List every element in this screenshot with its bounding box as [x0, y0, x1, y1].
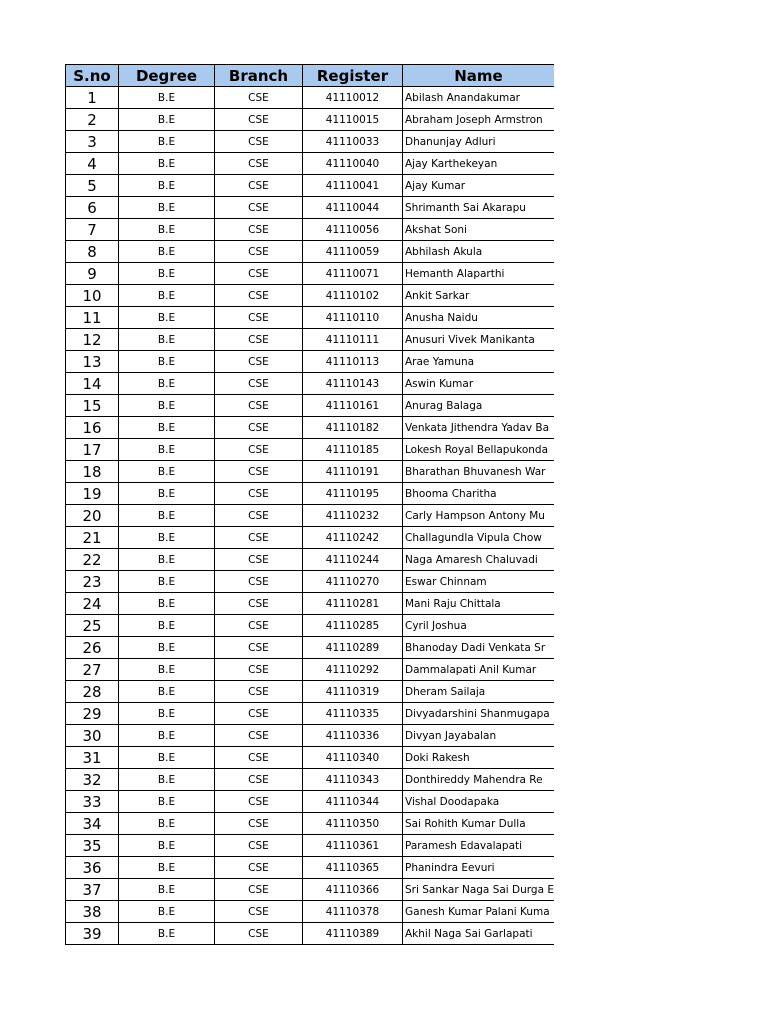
cell-sno[interactable]: 14	[66, 373, 119, 395]
cell-register[interactable]: 41110041	[303, 175, 403, 197]
cell-register[interactable]: 41110343	[303, 769, 403, 791]
cell-branch[interactable]: CSE	[215, 241, 303, 263]
cell-register[interactable]: 41110292	[303, 659, 403, 681]
column-header-degree[interactable]: Degree	[119, 65, 215, 87]
table-row	[66, 769, 555, 791]
cell-register[interactable]: 41110182	[303, 417, 403, 439]
cell-name-text: Akshat Soni	[405, 223, 467, 236]
cell-branch[interactable]: CSE	[215, 549, 303, 571]
cell-sno[interactable]: 21	[66, 527, 119, 549]
table-row	[66, 835, 555, 857]
table-row	[66, 747, 555, 769]
cell-branch[interactable]: CSE	[215, 439, 303, 461]
cell-degree[interactable]: B.E	[119, 791, 215, 813]
cell-name[interactable]	[403, 571, 555, 593]
cell-register[interactable]: 41110336	[303, 725, 403, 747]
cell-degree[interactable]: B.E	[119, 241, 215, 263]
cell-name-text: Paramesh Edavalapati	[405, 839, 523, 852]
cell-degree[interactable]: B.E	[119, 813, 215, 835]
table-row	[66, 681, 555, 703]
table-header	[66, 65, 555, 87]
cell-register[interactable]: 41110110	[303, 307, 403, 329]
cell-sno[interactable]: 8	[66, 241, 119, 263]
table-row	[66, 857, 555, 879]
cell-sno[interactable]: 4	[66, 153, 119, 175]
table-row	[66, 571, 555, 593]
cell-register[interactable]: 41110033	[303, 131, 403, 153]
cell-register[interactable]: 41110012	[303, 87, 403, 109]
cell-name[interactable]	[403, 505, 555, 527]
cell-name-text: Anusha Naidu	[405, 311, 478, 324]
cell-degree[interactable]: B.E	[119, 571, 215, 593]
cell-degree[interactable]: B.E	[119, 835, 215, 857]
table-row	[66, 87, 555, 109]
cell-name[interactable]	[403, 483, 555, 505]
table-row	[66, 549, 555, 571]
cell-degree[interactable]: B.E	[119, 659, 215, 681]
table-row	[66, 175, 555, 197]
cell-branch[interactable]: CSE	[215, 175, 303, 197]
table-row	[66, 373, 555, 395]
cell-degree[interactable]: B.E	[119, 175, 215, 197]
cell-branch[interactable]: CSE	[215, 769, 303, 791]
cell-name-text: Bhanoday Dadi Venkata Sr	[405, 641, 546, 654]
cell-sno[interactable]: 28	[66, 681, 119, 703]
cell-sno[interactable]: 11	[66, 307, 119, 329]
table-row	[66, 637, 555, 659]
table-row	[66, 351, 555, 373]
table-row	[66, 483, 555, 505]
cell-sno[interactable]: 5	[66, 175, 119, 197]
cell-sno[interactable]: 34	[66, 813, 119, 835]
cell-sno[interactable]: 39	[66, 923, 119, 945]
cell-name-text: Ajay Karthekeyan	[405, 157, 498, 170]
column-header-branch[interactable]: Branch	[215, 65, 303, 87]
cell-degree[interactable]: B.E	[119, 351, 215, 373]
cell-name[interactable]	[403, 307, 555, 329]
cell-sno[interactable]: 30	[66, 725, 119, 747]
cell-degree[interactable]: B.E	[119, 725, 215, 747]
cell-branch[interactable]: CSE	[215, 461, 303, 483]
cell-name[interactable]	[403, 351, 555, 373]
cell-name[interactable]	[403, 791, 555, 813]
cell-sno[interactable]: 1	[66, 87, 119, 109]
cell-name-text: Ankit Sarkar	[405, 289, 470, 302]
table-row	[66, 879, 555, 901]
cell-name[interactable]	[403, 241, 555, 263]
cell-name[interactable]	[403, 857, 555, 879]
cell-sno[interactable]: 27	[66, 659, 119, 681]
cell-name-text: Akhil Naga Sai Garlapati	[405, 927, 533, 940]
cell-branch[interactable]: CSE	[215, 109, 303, 131]
cell-name-text: Anurag Balaga	[405, 399, 483, 412]
cell-sno[interactable]: 15	[66, 395, 119, 417]
cell-sno[interactable]: 32	[66, 769, 119, 791]
cell-degree[interactable]: B.E	[119, 197, 215, 219]
cell-branch[interactable]: CSE	[215, 87, 303, 109]
cell-sno[interactable]: 6	[66, 197, 119, 219]
cell-name-text: Mani Raju Chittala	[405, 597, 501, 610]
cell-branch[interactable]: CSE	[215, 219, 303, 241]
cell-name[interactable]	[403, 747, 555, 769]
cell-register[interactable]: 41110319	[303, 681, 403, 703]
cell-name-text: Shrimanth Sai Akarapu	[405, 201, 526, 214]
cell-branch[interactable]: CSE	[215, 593, 303, 615]
cell-degree[interactable]: B.E	[119, 747, 215, 769]
cell-name[interactable]	[403, 197, 555, 219]
cell-register[interactable]: 41110378	[303, 901, 403, 923]
cell-name[interactable]	[403, 813, 555, 835]
cell-branch[interactable]: CSE	[215, 791, 303, 813]
column-header-register[interactable]: Register	[303, 65, 403, 87]
cell-branch[interactable]: CSE	[215, 703, 303, 725]
cell-register[interactable]: 41110335	[303, 703, 403, 725]
cell-name[interactable]	[403, 593, 555, 615]
cell-name[interactable]	[403, 901, 555, 923]
cell-register[interactable]: 41110389	[303, 923, 403, 945]
cell-name-text: Ganesh Kumar Palani Kuma	[405, 905, 550, 918]
table-row	[66, 109, 555, 131]
cell-name-text: Dhanunjay Adluri	[405, 135, 496, 148]
cell-degree[interactable]: B.E	[119, 153, 215, 175]
cell-branch[interactable]: CSE	[215, 505, 303, 527]
cell-branch[interactable]: CSE	[215, 131, 303, 153]
table-row	[66, 329, 555, 351]
cell-name[interactable]	[403, 615, 555, 637]
cell-branch[interactable]: CSE	[215, 901, 303, 923]
cell-degree[interactable]: B.E	[119, 483, 215, 505]
table-row	[66, 439, 555, 461]
table-row	[66, 901, 555, 923]
table-row	[66, 395, 555, 417]
cell-degree[interactable]: B.E	[119, 527, 215, 549]
cell-degree[interactable]: B.E	[119, 857, 215, 879]
header-row	[66, 65, 555, 87]
cell-sno[interactable]: 17	[66, 439, 119, 461]
cell-sno[interactable]: 23	[66, 571, 119, 593]
cell-degree[interactable]: B.E	[119, 615, 215, 637]
cell-degree[interactable]: B.E	[119, 901, 215, 923]
cell-name[interactable]	[403, 879, 555, 901]
cell-degree[interactable]: B.E	[119, 439, 215, 461]
cell-name-text: Sri Sankar Naga Sai Durga E	[405, 883, 554, 896]
cell-sno[interactable]: 13	[66, 351, 119, 373]
table-row	[66, 615, 555, 637]
table-row	[66, 153, 555, 175]
cell-name-text: Phanindra Eevuri	[405, 861, 495, 874]
cell-name[interactable]	[403, 329, 555, 351]
cell-register[interactable]: 41110365	[303, 857, 403, 879]
cell-branch[interactable]: CSE	[215, 197, 303, 219]
cell-register[interactable]: 41110232	[303, 505, 403, 527]
cell-register[interactable]: 41110340	[303, 747, 403, 769]
cell-name-text: Sai Rohith Kumar Dulla	[405, 817, 526, 830]
cell-name[interactable]	[403, 417, 555, 439]
cell-sno[interactable]: 18	[66, 461, 119, 483]
table-row	[66, 307, 555, 329]
cell-degree[interactable]: B.E	[119, 637, 215, 659]
table-row	[66, 725, 555, 747]
cell-name[interactable]	[403, 769, 555, 791]
cell-sno[interactable]: 36	[66, 857, 119, 879]
cell-sno[interactable]: 20	[66, 505, 119, 527]
cell-degree[interactable]: B.E	[119, 263, 215, 285]
cell-name[interactable]	[403, 285, 555, 307]
cell-branch[interactable]: CSE	[215, 835, 303, 857]
cell-sno[interactable]: 10	[66, 285, 119, 307]
cell-sno[interactable]: 37	[66, 879, 119, 901]
cell-branch[interactable]: CSE	[215, 571, 303, 593]
table-row	[66, 461, 555, 483]
cell-name-text: Doki Rakesh	[405, 751, 470, 764]
cell-branch[interactable]: CSE	[215, 483, 303, 505]
cell-degree[interactable]: B.E	[119, 329, 215, 351]
student-roster-table	[65, 64, 554, 945]
cell-register[interactable]: 41110040	[303, 153, 403, 175]
cell-register[interactable]: 41110056	[303, 219, 403, 241]
cell-sno[interactable]: 38	[66, 901, 119, 923]
cell-name[interactable]	[403, 87, 555, 109]
cell-name[interactable]	[403, 681, 555, 703]
cell-register[interactable]: 41110361	[303, 835, 403, 857]
cell-sno[interactable]: 25	[66, 615, 119, 637]
cell-name-text: Aswin Kumar	[405, 377, 474, 390]
cell-name-text: Bhooma Charitha	[405, 487, 497, 500]
table-row	[66, 813, 555, 835]
cell-degree[interactable]: B.E	[119, 923, 215, 945]
cell-register[interactable]: 41110059	[303, 241, 403, 263]
cell-name-text: Abilash Anandakumar	[405, 91, 520, 104]
cell-branch[interactable]: CSE	[215, 307, 303, 329]
cell-name[interactable]	[403, 527, 555, 549]
cell-name-text: Dheram Sailaja	[405, 685, 486, 698]
table-row	[66, 219, 555, 241]
cell-sno[interactable]: 9	[66, 263, 119, 285]
table-row	[66, 505, 555, 527]
table-row	[66, 527, 555, 549]
cell-degree[interactable]: B.E	[119, 395, 215, 417]
cell-register[interactable]: 41110071	[303, 263, 403, 285]
cell-name-text: Donthireddy Mahendra Re	[405, 773, 543, 786]
cell-name-text: Challagundla Vipula Chow	[405, 531, 542, 544]
cell-degree[interactable]: B.E	[119, 307, 215, 329]
cell-branch[interactable]: CSE	[215, 527, 303, 549]
table-body	[66, 87, 555, 945]
table-row	[66, 659, 555, 681]
cell-degree[interactable]: B.E	[119, 219, 215, 241]
cell-name-text: Cyril Joshua	[405, 619, 467, 632]
cell-degree[interactable]: B.E	[119, 417, 215, 439]
cell-sno[interactable]: 16	[66, 417, 119, 439]
cell-name[interactable]	[403, 263, 555, 285]
cell-branch[interactable]: CSE	[215, 725, 303, 747]
cell-branch[interactable]: CSE	[215, 681, 303, 703]
cell-register[interactable]: 41110344	[303, 791, 403, 813]
cell-register[interactable]: 41110102	[303, 285, 403, 307]
cell-register[interactable]: 41110161	[303, 395, 403, 417]
table-row	[66, 791, 555, 813]
cell-branch[interactable]: CSE	[215, 615, 303, 637]
cell-name[interactable]	[403, 923, 555, 945]
cell-name[interactable]	[403, 153, 555, 175]
cell-name-text: Abhilash Akula	[405, 245, 483, 258]
cell-branch[interactable]: CSE	[215, 417, 303, 439]
cell-degree[interactable]: B.E	[119, 549, 215, 571]
cell-degree[interactable]: B.E	[119, 681, 215, 703]
table-row	[66, 923, 555, 945]
cell-branch[interactable]: CSE	[215, 263, 303, 285]
cell-name[interactable]	[403, 835, 555, 857]
cell-register[interactable]: 41110111	[303, 329, 403, 351]
cell-sno[interactable]: 31	[66, 747, 119, 769]
table-row	[66, 241, 555, 263]
table-row	[66, 197, 555, 219]
column-header-name[interactable]: Name	[403, 65, 555, 87]
cell-branch[interactable]: CSE	[215, 659, 303, 681]
cell-name-text: Carly Hampson Antony Mu	[405, 509, 545, 522]
table-row	[66, 131, 555, 153]
cell-name[interactable]	[403, 219, 555, 241]
cell-register[interactable]: 41110191	[303, 461, 403, 483]
cell-name-text: Eswar Chinnam	[405, 575, 487, 588]
cell-name-text: Divyadarshini Shanmugapa	[405, 707, 550, 720]
cell-degree[interactable]: B.E	[119, 593, 215, 615]
table-row	[66, 703, 555, 725]
cell-sno[interactable]: 24	[66, 593, 119, 615]
cell-register[interactable]: 41110281	[303, 593, 403, 615]
cell-register[interactable]: 41110015	[303, 109, 403, 131]
cell-name-text: Vishal Doodapaka	[405, 795, 500, 808]
cell-name-text: Hemanth Alaparthi	[405, 267, 505, 280]
cell-sno[interactable]: 3	[66, 131, 119, 153]
cell-degree[interactable]: B.E	[119, 703, 215, 725]
cell-name-text: Naga Amaresh Chaluvadi	[405, 553, 538, 566]
cell-branch[interactable]: CSE	[215, 329, 303, 351]
cell-register[interactable]: 41110289	[303, 637, 403, 659]
cell-name-text: Bharathan Bhuvanesh War	[405, 465, 546, 478]
cell-register[interactable]: 41110366	[303, 879, 403, 901]
cell-branch[interactable]: CSE	[215, 879, 303, 901]
cell-register[interactable]: 41110195	[303, 483, 403, 505]
cell-branch[interactable]: CSE	[215, 153, 303, 175]
cell-name[interactable]	[403, 373, 555, 395]
cell-name-text: Anusuri Vivek Manikanta	[405, 333, 535, 346]
cell-name-text: Venkata Jithendra Yadav Ba	[405, 421, 550, 434]
cell-name[interactable]	[403, 175, 555, 197]
cell-name-text: Divyan Jayabalan	[405, 729, 497, 742]
cell-register[interactable]: 41110113	[303, 351, 403, 373]
cell-name-text: Abraham Joseph Armstron	[405, 113, 543, 126]
cell-branch[interactable]: CSE	[215, 923, 303, 945]
cell-sno[interactable]: 19	[66, 483, 119, 505]
cell-name[interactable]	[403, 703, 555, 725]
cell-branch[interactable]: CSE	[215, 285, 303, 307]
cell-register[interactable]: 41110270	[303, 571, 403, 593]
table-row	[66, 417, 555, 439]
cell-register[interactable]: 41110143	[303, 373, 403, 395]
cell-name[interactable]	[403, 659, 555, 681]
cell-sno[interactable]: 35	[66, 835, 119, 857]
cell-degree[interactable]: B.E	[119, 505, 215, 527]
cell-sno[interactable]: 2	[66, 109, 119, 131]
cell-name-text: Ajay Kumar	[405, 179, 466, 192]
cell-degree[interactable]: B.E	[119, 879, 215, 901]
cell-register[interactable]: 41110185	[303, 439, 403, 461]
cell-name-text: Arae Yamuna	[405, 355, 475, 368]
cell-branch[interactable]: CSE	[215, 857, 303, 879]
table-row	[66, 593, 555, 615]
cell-register[interactable]: 41110242	[303, 527, 403, 549]
cell-name[interactable]	[403, 461, 555, 483]
cell-branch[interactable]: CSE	[215, 351, 303, 373]
cell-degree[interactable]: B.E	[119, 461, 215, 483]
cell-name[interactable]	[403, 725, 555, 747]
cell-name[interactable]	[403, 439, 555, 461]
cell-name[interactable]	[403, 395, 555, 417]
cell-degree[interactable]: B.E	[119, 373, 215, 395]
column-header-sno[interactable]: S.no	[66, 65, 119, 87]
cell-sno[interactable]: 12	[66, 329, 119, 351]
cell-register[interactable]: 41110244	[303, 549, 403, 571]
cell-sno[interactable]: 29	[66, 703, 119, 725]
cell-branch[interactable]: CSE	[215, 395, 303, 417]
cell-register[interactable]: 41110350	[303, 813, 403, 835]
cell-degree[interactable]: B.E	[119, 285, 215, 307]
cell-branch[interactable]: CSE	[215, 637, 303, 659]
cell-name-text: Dammalapati Anil Kumar	[405, 663, 537, 676]
cell-sno[interactable]: 22	[66, 549, 119, 571]
table-row	[66, 263, 555, 285]
cell-sno[interactable]: 26	[66, 637, 119, 659]
cell-register[interactable]: 41110044	[303, 197, 403, 219]
cell-name[interactable]	[403, 637, 555, 659]
cell-name[interactable]	[403, 131, 555, 153]
cell-name-text: Lokesh Royal Bellapukonda	[405, 443, 549, 456]
cell-name[interactable]	[403, 549, 555, 571]
cell-branch[interactable]: CSE	[215, 813, 303, 835]
cell-branch[interactable]: CSE	[215, 747, 303, 769]
cell-branch[interactable]: CSE	[215, 373, 303, 395]
cell-degree[interactable]: B.E	[119, 769, 215, 791]
cell-degree[interactable]: B.E	[119, 87, 215, 109]
cell-degree[interactable]: B.E	[119, 131, 215, 153]
table-row	[66, 285, 555, 307]
cell-sno[interactable]: 33	[66, 791, 119, 813]
cell-register[interactable]: 41110285	[303, 615, 403, 637]
cell-sno[interactable]: 7	[66, 219, 119, 241]
cell-name[interactable]	[403, 109, 555, 131]
cell-degree[interactable]: B.E	[119, 109, 215, 131]
